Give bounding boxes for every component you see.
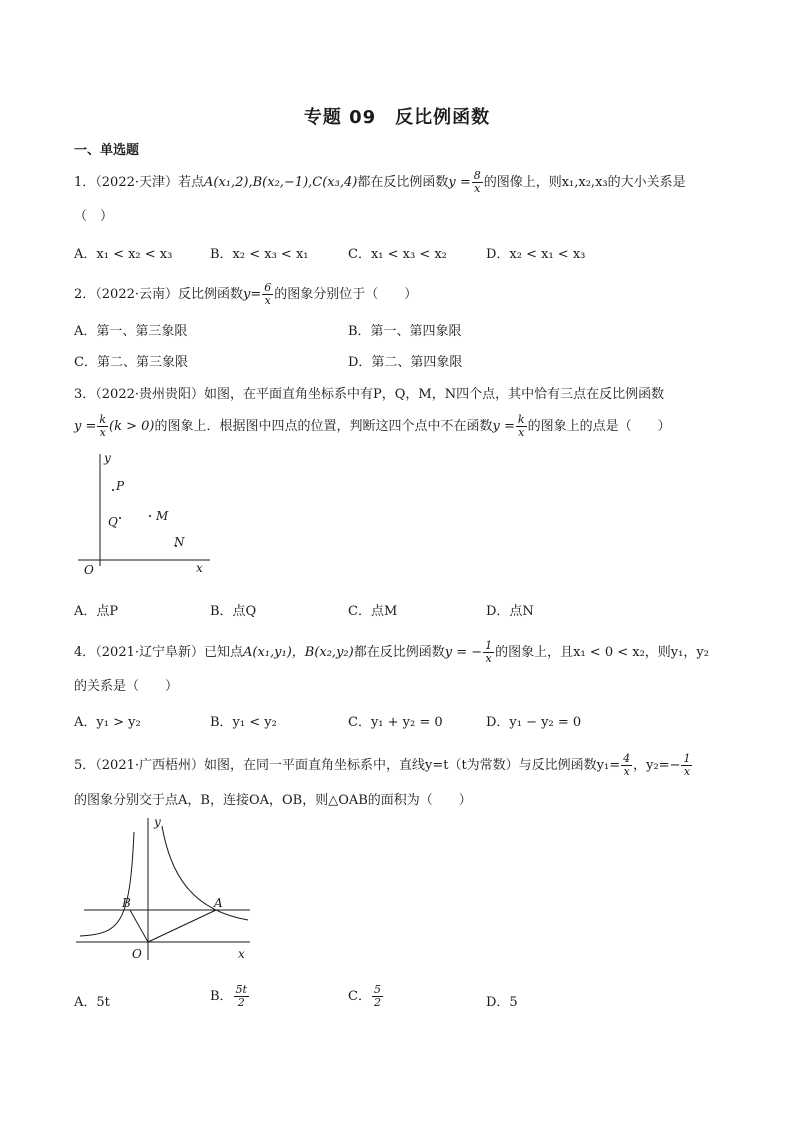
q3-origin-label: O xyxy=(84,563,94,577)
q5-option-c-prefix: C． xyxy=(348,989,371,1004)
q5-frac2-den: x xyxy=(683,765,691,778)
q4-line-2: 的关系是（ ） xyxy=(74,679,179,694)
q3-option-c[interactable]: C．点M xyxy=(348,604,398,619)
q5-mid: ，y₂=− xyxy=(633,758,681,773)
q5-option-b-den: 2 xyxy=(237,996,245,1009)
q5-option-b-num: 5t xyxy=(235,983,247,996)
q4-option-b[interactable]: B．y₁ < y₂ xyxy=(210,715,277,730)
question-5-stem xyxy=(74,753,693,778)
q3-fn2-left: y = xyxy=(492,419,515,434)
q5-a-label: A xyxy=(214,896,223,910)
q5-curve-y1 xyxy=(162,826,248,920)
q5-option-b-prefix: B． xyxy=(210,989,233,1004)
q3-point-p xyxy=(112,489,114,491)
q1-fraction xyxy=(472,170,483,195)
q1-paren: （ ） xyxy=(74,209,114,224)
q1-fn-left: y = xyxy=(448,175,471,190)
q5-prefix: 5．（2021·广西梧州）如图，在同一平面直角坐标系中，直线y=t（t为常数）与反比例函数y₁= xyxy=(74,758,621,773)
q2-option-b[interactable]: B．第一、第四象限 xyxy=(348,324,462,339)
q5-option-c-num: 5 xyxy=(373,983,381,996)
q1-option-a[interactable]: A．x₁ < x₂ < x₃ xyxy=(74,247,173,262)
question-3-line-2 xyxy=(74,414,671,439)
q5-option-d[interactable]: D．5 xyxy=(486,995,518,1010)
q2-option-c[interactable]: C．第二、第三象限 xyxy=(74,355,188,370)
q5-x-label: x xyxy=(238,947,245,961)
q5-frac2-num: 1 xyxy=(683,752,691,765)
q4-points: A(x₁,y₁)，B(x₂,y₂) xyxy=(243,645,354,660)
q5-fraction-2 xyxy=(681,753,692,778)
q1-option-d[interactable]: D．x₂ < x₁ < x₃ xyxy=(486,247,586,262)
q4-frac-den: x xyxy=(485,652,492,665)
q5-y-label: y xyxy=(154,815,161,829)
q3-x-label: x xyxy=(196,561,203,575)
q1-option-c[interactable]: C．x₁ < x₃ < x₂ xyxy=(348,247,447,262)
q3-mid: 的图象上．根据图中四点的位置，判断这四个点中不在函数 xyxy=(154,419,493,434)
q3-condition: (k > 0) xyxy=(109,419,155,434)
q3-q-label: Q xyxy=(108,515,118,529)
q5-option-c-den: 2 xyxy=(373,996,381,1009)
q3-suffix: 的图象上的点是（ ） xyxy=(527,419,671,434)
q5-option-c[interactable] xyxy=(348,984,384,1009)
q5-option-b-fraction xyxy=(234,984,249,1009)
q4-frac-num: 1 xyxy=(485,639,493,652)
q3-fraction-2 xyxy=(516,414,527,439)
q5-curve-y2 xyxy=(80,832,134,936)
q5-option-a[interactable]: A．5t xyxy=(74,995,110,1010)
q3-frac-den: x xyxy=(99,426,106,439)
q2-prefix: 2．（2022·云南）反比例函数 xyxy=(74,287,243,302)
q4-option-a[interactable]: A．y₁ > y₂ xyxy=(74,715,141,730)
q3-option-a[interactable]: A．点P xyxy=(74,604,119,619)
q2-option-d[interactable]: D．第二、第四象限 xyxy=(348,355,463,370)
q4-option-c[interactable]: C．y₁ + y₂ = 0 xyxy=(348,715,443,730)
q3-m-label: M xyxy=(156,509,169,523)
q2-frac-num: 6 xyxy=(264,281,272,294)
q3-point-q xyxy=(119,517,121,519)
q4-suffix: 的图象上，且x₁ < 0 < x₂，则y₁，y₂ xyxy=(495,645,709,660)
q4-option-d[interactable]: D．y₁ − y₂ = 0 xyxy=(486,715,582,730)
q1-prefix: 1．（2022·天津）若点 xyxy=(74,175,204,190)
q2-suffix: 的图象分别位于（ ） xyxy=(274,287,418,302)
question-4-stem xyxy=(74,640,709,665)
q1-points: A(x₁,2),B(x₂,−1),C(x₃,4) xyxy=(204,175,358,190)
q3-option-b[interactable]: B．点Q xyxy=(210,604,257,619)
q5-option-c-fraction xyxy=(372,984,383,1009)
q3-fraction xyxy=(97,414,108,439)
q3-n-label: N xyxy=(174,535,185,549)
q3-y-label: y xyxy=(104,451,111,465)
q3-figure xyxy=(70,448,220,583)
q2-frac-den: x xyxy=(264,294,271,307)
q5-frac1-num: 4 xyxy=(623,752,631,765)
q5-fraction-1 xyxy=(621,753,632,778)
q5-segment-oa xyxy=(148,910,216,942)
q4-fraction xyxy=(483,640,494,665)
question-3-line-1: 3．（2022·贵州贵阳）如图，在平面直角坐标系中有P，Q，M，N四个点，其中恰有三点在反比例函数 xyxy=(74,387,665,402)
q5-segment-ob xyxy=(130,910,148,942)
q1-option-b[interactable]: B．x₂ < x₃ < x₁ xyxy=(210,247,309,262)
q3-fn-left: y = xyxy=(74,419,97,434)
q3-frac-num: k xyxy=(99,413,107,426)
q5-b-label: B xyxy=(122,896,131,910)
q5-origin-label: O xyxy=(132,947,142,961)
q1-suffix: 的图像上，则x₁,x₂,x₃的大小关系是 xyxy=(483,175,686,190)
question-2-stem xyxy=(74,282,417,307)
q4-prefix: 4．（2021·辽宁阜新）已知点 xyxy=(74,645,243,660)
q2-option-a[interactable]: A．第一、第三象限 xyxy=(74,324,188,339)
q3-option-d[interactable]: D．点N xyxy=(486,604,534,619)
q5-figure xyxy=(70,812,255,967)
q5-option-b[interactable] xyxy=(210,984,250,1009)
q3-p-label: P xyxy=(116,479,125,493)
q2-fn-left: y= xyxy=(243,287,262,302)
q2-fraction xyxy=(262,282,273,307)
q3-frac2-num: k xyxy=(517,413,525,426)
q1-frac-num: 8 xyxy=(473,169,481,182)
q1-mid: 都在反比例函数 xyxy=(357,175,449,190)
q4-fn-left: y = − xyxy=(444,645,483,660)
q3-frac2-den: x xyxy=(518,426,525,439)
q5-line-2: 的图象分别交于点A，B，连接OA，OB，则△OAB的面积为（ ） xyxy=(74,793,472,808)
q5-frac1-den: x xyxy=(623,765,630,778)
section-heading: 一、单选题 xyxy=(74,143,140,158)
page-title: 专题 09 反比例函数 xyxy=(303,107,491,128)
q3-point-m xyxy=(149,515,151,517)
q1-frac-den: x xyxy=(474,182,481,195)
q4-mid: 都在反比例函数 xyxy=(353,645,445,660)
question-1-stem xyxy=(74,170,686,195)
